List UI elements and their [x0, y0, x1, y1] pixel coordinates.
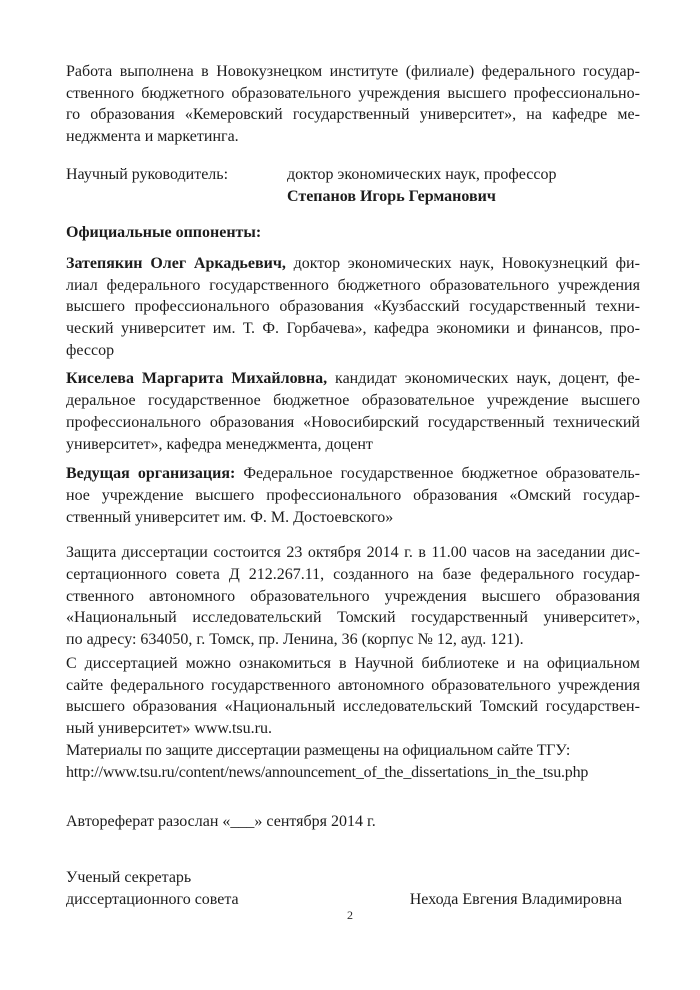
word: университет: [120, 320, 206, 338]
word: сайте: [66, 676, 104, 694]
word: Маргарита: [141, 370, 224, 388]
word: Киселева: [66, 370, 134, 388]
word: образования: [132, 698, 217, 716]
text-line: [66, 253, 640, 275]
word: заседании: [536, 544, 606, 562]
word: фи-: [615, 254, 640, 272]
word: государ-: [582, 486, 640, 504]
text-line: Материалы по защите диссертации размещены на официальном сайте ТГУ:: [66, 741, 571, 759]
text-line: [66, 390, 640, 412]
word: деральное: [66, 392, 136, 410]
word: высшего: [580, 392, 640, 410]
word: учреждение: [101, 486, 184, 504]
text-line: [66, 653, 640, 675]
block-leading-org: [66, 463, 640, 528]
text-line: [66, 368, 640, 390]
word: 212.267.11,: [248, 566, 325, 584]
word: ное: [66, 486, 90, 504]
word: «Кемеровский: [184, 106, 283, 124]
word: кафедре: [552, 106, 608, 124]
block-abstract-sent: [66, 811, 640, 833]
word: образования: [90, 106, 175, 124]
word: Аркадьевич,: [193, 254, 286, 272]
word: образования: [279, 298, 364, 316]
text-line: [66, 126, 640, 148]
word: «Новосибирский: [303, 413, 419, 431]
word: С: [66, 654, 77, 672]
word: сертационного: [66, 566, 167, 584]
word: 11.00: [431, 544, 467, 562]
text-line: Автореферат разослан «___» сентября 2014 г.: [66, 812, 376, 830]
text-line: [66, 586, 640, 608]
word: 23: [286, 544, 303, 562]
field-value-line: Степанов Игорь Германович: [287, 187, 496, 205]
text-line: [66, 83, 640, 105]
text-line: [66, 104, 640, 126]
word: государственное: [148, 392, 261, 410]
block-defense: [66, 542, 640, 651]
word: высшего: [481, 587, 541, 605]
word: ме-: [617, 106, 640, 124]
word: диссертацией: [84, 654, 178, 672]
word: Томский: [337, 609, 396, 627]
word: Затепякин: [66, 254, 143, 272]
text-run: фессор: [66, 341, 115, 359]
text-line: [66, 507, 640, 529]
word: состоится: [213, 544, 281, 562]
block-supervisor: [66, 164, 640, 207]
word: официальном: [546, 654, 640, 672]
word: в: [201, 63, 209, 80]
word: исследовательский: [342, 698, 473, 716]
word: библиотеке: [421, 654, 499, 672]
word: организация:: [137, 465, 236, 483]
block-library: [66, 653, 640, 740]
word: профессионально-: [513, 84, 640, 102]
word: высшего: [66, 298, 125, 316]
word: Томский: [479, 698, 539, 716]
word: Ф.: [262, 320, 280, 338]
word: бюджетного: [337, 276, 421, 294]
word: образовательного: [231, 84, 352, 102]
word: экономических: [347, 254, 452, 272]
word: на: [515, 544, 532, 562]
text-line: [66, 434, 640, 456]
word: государственный: [411, 609, 528, 627]
word: бюджетное: [273, 392, 350, 410]
word: 2014: [366, 544, 399, 562]
word: Новокузнецком: [216, 63, 323, 80]
word: фе-: [617, 370, 640, 388]
field-value-line: доктор экономических наук, профессор: [287, 165, 557, 183]
signature-role-line: Ученый секретарь: [66, 869, 192, 887]
word: институте: [329, 63, 399, 80]
word: доктор: [293, 254, 341, 272]
text-run: университет», кафедра менеджмента, доцент: [66, 435, 373, 453]
word: государственный: [427, 413, 545, 431]
word: про-: [610, 320, 640, 338]
word: государственного: [209, 276, 329, 294]
word: учреждения: [558, 676, 640, 694]
text-line: [66, 542, 640, 564]
word: го: [66, 106, 81, 124]
signature-role-line: диссертационного совета: [66, 891, 239, 909]
word: и: [516, 320, 526, 338]
word: «Омский: [509, 486, 572, 504]
word: выполнена: [119, 63, 194, 80]
word: Горбачева»,: [286, 320, 367, 338]
block-opponents-heading: Официальные оппоненты:: [66, 224, 262, 242]
word: университет»,: [543, 609, 640, 627]
word: бюджетного: [141, 84, 225, 102]
word: можно: [185, 654, 231, 672]
text-line: [66, 607, 640, 629]
word: финансов,: [532, 320, 603, 338]
word: Олег: [150, 254, 187, 272]
block-materials: [66, 740, 640, 784]
word: учреждения: [358, 84, 441, 102]
word: государствен-: [545, 698, 640, 716]
word: им.: [212, 320, 236, 338]
word: ственного: [66, 84, 134, 102]
text-line: [66, 61, 640, 83]
word: государственное: [340, 465, 454, 483]
block-performed-at: [66, 61, 640, 148]
word: октября: [307, 544, 362, 562]
word: государ-: [582, 566, 640, 584]
word: образования: [413, 486, 498, 504]
word: Федеральное: [243, 465, 333, 483]
word: Д: [228, 566, 240, 584]
word: Научной: [354, 654, 414, 672]
block-opponent-1: [66, 253, 640, 362]
text-run: неджмента и маркетинга.: [66, 128, 239, 146]
word: наук,: [516, 370, 552, 388]
word: федерального: [480, 566, 574, 584]
word: базе: [442, 566, 472, 584]
word: профессионального: [66, 413, 202, 431]
word: Т.: [242, 320, 256, 338]
word: высшего: [447, 84, 507, 102]
word: в: [338, 654, 347, 672]
word: «Кузбасский: [373, 298, 460, 316]
word: ческий: [66, 320, 114, 338]
word: доцент,: [559, 370, 610, 388]
text-line: [66, 629, 640, 651]
word: образовательного: [250, 587, 370, 605]
word: Ведущая: [66, 465, 130, 483]
word: образования: [209, 413, 295, 431]
text-run: по адресу: 634050, г. Томск, пр. Ленина, 36 (корпус № 12, ауд. 121).: [66, 631, 524, 649]
word: Защита: [66, 544, 117, 562]
word: Работа: [66, 63, 113, 80]
word: техни-: [595, 298, 640, 316]
text-line: [66, 675, 640, 697]
word: г.: [404, 544, 413, 562]
text-line: [66, 485, 640, 507]
word: учреждения: [558, 276, 640, 294]
word: автономного: [337, 676, 425, 694]
word: образования: [555, 587, 640, 605]
text-run: ственный университет им. Ф. М. Достоевского»: [66, 508, 394, 526]
word: ственного: [66, 587, 134, 605]
word: кафедра: [373, 320, 430, 338]
word: наук,: [459, 254, 495, 272]
word: в: [418, 544, 426, 562]
word: образовательное: [361, 392, 475, 410]
word: высшего: [195, 486, 255, 504]
field-value: [287, 164, 640, 207]
text-line: [66, 318, 640, 340]
word: на: [523, 654, 539, 672]
word: Новокузнецкий: [501, 254, 608, 272]
word: образователь-: [545, 465, 640, 483]
word: дис-: [610, 544, 640, 562]
page-number: 2: [347, 908, 353, 922]
word: часов: [472, 544, 511, 562]
block-opponent-2: [66, 368, 640, 455]
word: профессионального: [134, 298, 270, 316]
word: федерального: [106, 276, 201, 294]
text-line: [66, 564, 640, 586]
word: исследовательский: [192, 609, 322, 627]
word: федерального: [481, 63, 576, 80]
word: образовательного: [429, 276, 550, 294]
word: экономики: [436, 320, 510, 338]
text-line: [66, 296, 640, 318]
word: технический: [553, 413, 640, 431]
text-line: [66, 718, 640, 740]
word: учреждения: [384, 587, 467, 605]
word: совета: [175, 566, 220, 584]
text-line: [66, 463, 640, 485]
word: лиал: [66, 276, 98, 294]
word: Михайловна,: [231, 370, 328, 388]
word: государственный: [292, 106, 410, 124]
word: на: [526, 106, 542, 124]
word: ознакомиться: [238, 654, 332, 672]
word: автономного: [148, 587, 236, 605]
text-line: [66, 275, 640, 297]
text-line: [66, 340, 640, 362]
word: государственного: [211, 676, 331, 694]
word: бюджетное: [461, 465, 538, 483]
word: «Национальный: [224, 698, 336, 716]
text-line: http://www.tsu.ru/content/news/announcement_of_the_dissertations_in_the_tsu.php: [66, 763, 589, 781]
document-content: [66, 61, 640, 911]
word: государ-: [582, 63, 640, 80]
word: кандидат: [335, 370, 397, 388]
word: высшего: [66, 698, 125, 716]
word: созданного: [333, 566, 409, 584]
text-run: ный университет» www.tsu.ru.: [66, 719, 272, 737]
field-label: Научный руководитель:: [66, 165, 229, 183]
word: федерального: [110, 676, 204, 694]
word: образовательного: [431, 676, 551, 694]
text-line: [66, 412, 640, 434]
word: учреждение: [486, 392, 569, 410]
word: диссертации: [121, 544, 208, 562]
word: государственный: [469, 298, 586, 316]
word: экономических: [404, 370, 509, 388]
word: университет»,: [419, 106, 517, 124]
word: (филиале): [405, 63, 475, 80]
signature-name: Нехода Евгения Владимировна: [409, 891, 622, 909]
word: на: [417, 566, 434, 584]
word: «Национальный: [66, 609, 177, 627]
word: профессионального: [266, 486, 402, 504]
word: и: [506, 654, 516, 672]
text-line: [66, 696, 640, 718]
